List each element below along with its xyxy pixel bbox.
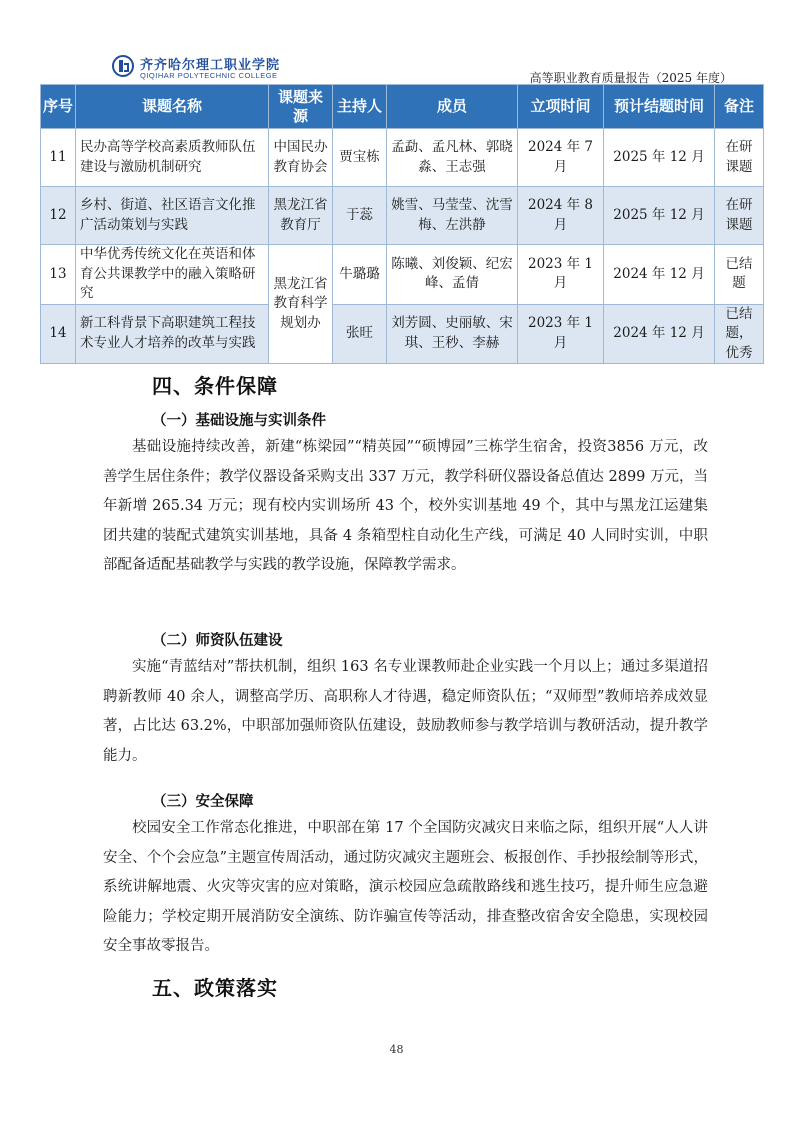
project-host: 贾宝栋 <box>333 129 387 187</box>
project-note: 已结题 <box>715 245 764 305</box>
column-header: 备注 <box>715 85 764 129</box>
project-members: 孟勐、孟凡林、郭晓淼、王志强 <box>387 129 518 187</box>
section-5-title: 五、政策落实 <box>152 976 278 1000</box>
project-source: 中国民办教育协会 <box>269 129 333 187</box>
project-note: 在研课题 <box>715 187 764 245</box>
project-name: 新工科背景下高职建筑工程技术专业人才培养的改革与实践 <box>76 304 269 364</box>
page-header <box>60 52 750 86</box>
end-date: 2025 年 12 月 <box>604 129 715 187</box>
column-header: 主持人 <box>333 85 387 129</box>
school-logo-icon <box>112 55 134 77</box>
paragraph-safety: 校园安全工作常态化推进，中职部在第 17 个全国防灾减灾日来临之际，组织开展“人人讲安全、个个会应急”主题宣传周活动，通过防灾减灾主题班会、板报创作、手抄报绘制等形式，系统讲解地震、火灾等灾害的应对策略，演示校园应急疏散路线和逃生技巧，提升师生应急避险能力；学校定期开展消防安全演练、防诈骗宣传等活动，排查整改宿舍安全隐患，实现校园安全事故零报告。 <box>103 820 708 954</box>
report-title: 高等职业教育质量报告（2025 年度） <box>529 71 732 85</box>
table-row <box>41 187 764 245</box>
project-members: 姚雪、马莹莹、沈雪梅、左洪静 <box>387 187 518 245</box>
subsection-3-title: （三）安全保障 <box>152 794 254 810</box>
row-number: 13 <box>41 245 76 305</box>
project-name: 乡村、街道、社区语言文化推广活动策划与实践 <box>76 187 269 245</box>
table-row <box>41 129 764 187</box>
page-number: 48 <box>389 1043 404 1056</box>
table-row <box>41 304 764 364</box>
paragraph-infrastructure: 基础设施持续改善，新建“栋梁园”“精英园”“硕博园”三栋学生宿舍，投资3856 万元，改善学生居住条件；教学仪器设备采购支出 337 万元，教学科研仪器设备总值达 2899 万元，当年新增 265.34 万元；现有校内实训场所 43 个，校外实训基地 49 个，其中与黑龙江运建集团共建的装配式建筑实训基地，具备 4 条箱型柱自动化生产线，可满足 40 人同时实训，中职部配备适配基础教学与实践的教学设施，保障教学需求。 <box>103 439 709 573</box>
row-number: 14 <box>41 304 76 364</box>
project-host: 张旺 <box>333 304 387 364</box>
column-header: 序号 <box>41 85 76 129</box>
project-host: 牛璐璐 <box>333 245 387 305</box>
table-header-row <box>41 85 764 129</box>
school-name-en: QIQIHAR POLYTECHNIC COLLEGE <box>140 71 278 80</box>
end-date: 2024 年 12 月 <box>604 245 715 305</box>
project-note: 已结题，优秀 <box>715 304 764 364</box>
end-date: 2024 年 12 月 <box>604 304 715 364</box>
project-members: 陈曦、刘俊颖、纪宏峰、孟倩 <box>387 245 518 305</box>
table-row <box>41 245 764 305</box>
section-4-title: 四、条件保障 <box>152 374 278 398</box>
project-note: 在研课题 <box>715 129 764 187</box>
column-header: 课题名称 <box>76 85 269 129</box>
row-number: 11 <box>41 129 76 187</box>
project-members: 刘芳圆、史丽敏、宋琪、王秒、李赫 <box>387 304 518 364</box>
column-header: 课题来源 <box>269 85 333 129</box>
paragraph-faculty: 实施“青蓝结对”帮扶机制，组织 163 名专业课教师赴企业实践一个月以上；通过多渠道招聘新教师 40 余人，调整高学历、高职称人才待遇，稳定师资队伍；“双师型”教师培养成效显著，占比达 63.2%，中职部加强师资队伍建设，鼓励教师参与教学培训与教研活动，提升教学能力。 <box>103 659 708 764</box>
row-number: 12 <box>41 187 76 245</box>
project-source: 黑龙江省教育厅 <box>269 187 333 245</box>
start-date: 2024 年 7 月 <box>518 129 604 187</box>
project-source: 黑龙江省教育科学规划办 <box>269 245 333 364</box>
project-name: 中华优秀传统文化在英语和体育公共课教学中的融入策略研究 <box>76 245 269 305</box>
project-host: 于蕊 <box>333 187 387 245</box>
column-header: 预计结题时间 <box>604 85 715 129</box>
start-date: 2023 年 1 月 <box>518 304 604 364</box>
end-date: 2025 年 12 月 <box>604 187 715 245</box>
project-name: 民办高等学校高素质教师队伍建设与激励机制研究 <box>76 129 269 187</box>
start-date: 2023 年 1 月 <box>518 245 604 305</box>
column-header: 成员 <box>387 85 518 129</box>
subsection-1-title: （一）基础设施与实训条件 <box>152 413 326 429</box>
start-date: 2024 年 8 月 <box>518 187 604 245</box>
column-header: 立项时间 <box>518 85 604 129</box>
school-name-cn: 齐齐哈尔理工职业学院 <box>140 58 281 73</box>
subsection-2-title: （二）师资队伍建设 <box>152 633 283 649</box>
research-projects-table <box>40 84 764 364</box>
